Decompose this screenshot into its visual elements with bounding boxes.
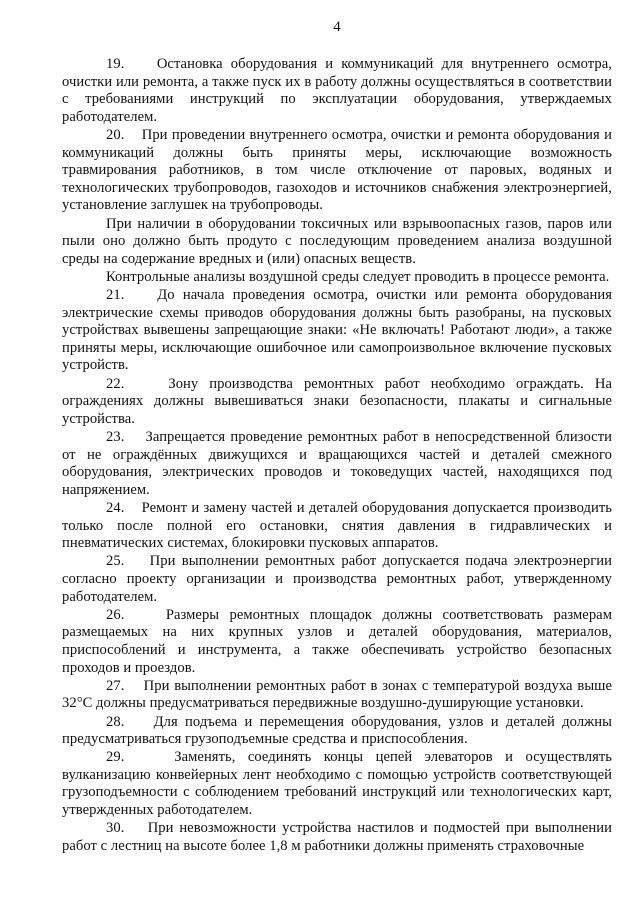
- paragraph-28: 28. Для подъема и перемещения оборудования, узлов и деталей должны предусматриваться грузоподъемные средства и приспособления.: [62, 713, 612, 748]
- paragraph-20: 20. При проведении внутреннего осмотра, очистки и ремонта оборудования и коммуникаций должны быть приняты меры, исключающие возможность травмирования работников, в том числе отключение от паровых, водяных и технологических трубопроводов, газоходов и источников снабжения электроэнергией, установление заглушек на трубопроводы.: [62, 126, 612, 214]
- paragraph-20-air-analysis: Контрольные анализы воздушной среды следует проводить в процессе ремонта.: [106, 268, 610, 285]
- paragraph-19: 19. Остановка оборудования и коммуникаций для внутреннего осмотра, очистки или ремонта, а также пуск их в работу должны осуществляться в соответствии с требованиями инструкций по эксплуатации оборудования, утверждаемых работодателем.: [62, 56, 612, 125]
- paragraph-24: 24. Ремонт и замену частей и деталей оборудования допускается производить только после полной его остановки, снятия давления в гидравлических и пневматических системах, блокировки пусковых аппаратов.: [62, 500, 612, 552]
- document-page: [62, 18, 612, 856]
- paragraph-30: 30. При невозможности устройства настилов и подмостей при выполнении работ с лестниц на высоте более 1,8 м работники должны применять страховочные: [62, 820, 612, 854]
- document-body: [62, 56, 612, 855]
- paragraph-23: 23. Запрещается проведение ремонтных работ в непосредственной близости от не ограждённых движущихся и вращающихся частей и деталей смежного оборудования, электрических проводов и токоведущих частей, находящихся под напряжением.: [62, 429, 612, 498]
- paragraph-27: 27. При выполнении ремонтных работ в зонах с температурой воздуха выше 32°С должны предусматриваться передвижные воздушно-душирующие установки.: [62, 677, 612, 712]
- paragraph-26: 26. Размеры ремонтных площадок должны соответствовать размерам размещаемых на них крупных узлов и деталей оборудования, материалов, приспособлений и инструмента, а также обеспечивать устройство безопасных проходов и проездов.: [62, 606, 612, 676]
- paragraph-22: 22. Зону производства ремонтных работ необходимо ограждать. На ограждениях должны вывешиваться знаки безопасности, плакаты и сигнальные устройства.: [62, 375, 612, 427]
- paragraph-21: 21. До начала проведения осмотра, очистки или ремонта оборудования электрические схемы приводов оборудования должны быть разобраны, на пусковых устройствах вывешены запрещающие знаки: «Не включать! Работают люди», а также приняты меры, исключающие ошибочное или самопроизвольное включение пусковых устройств.: [62, 287, 612, 374]
- paragraph-29: 29. Заменять, соединять концы цепей элеваторов и осуществлять вулканизацию конвейерных лент необходимо с помощью устройств соответствующей грузоподъемности с соблюдением требований инструкций или технологических карт, утвержденных работодателем.: [62, 749, 612, 819]
- page-number: 4: [333, 19, 341, 35]
- paragraph-25: 25. При выполнении ремонтных работ допускается подача электроэнергии согласно проекту организации и производства ремонтных работ, утвержденному работодателем.: [62, 553, 612, 605]
- paragraph-20-toxic-gases: При наличии в оборудовании токсичных или взрывоопасных газов, паров или пыли оно должно быть продуто с последующим проведением анализа воздушной среды на содержание вредных и (или) опасных веществ.: [62, 215, 612, 267]
